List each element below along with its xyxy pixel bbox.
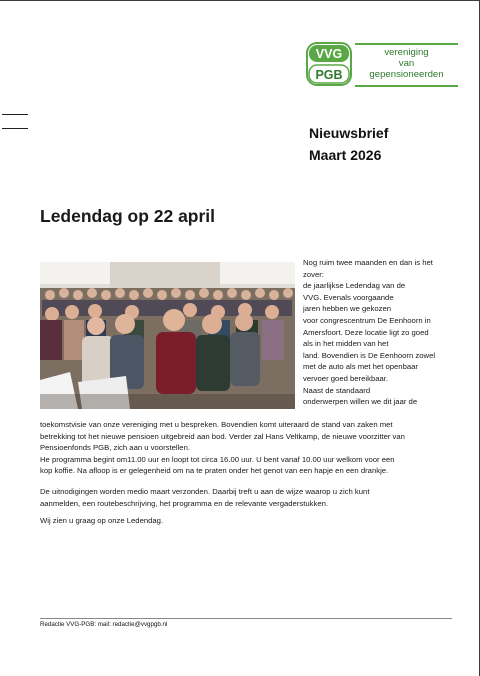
paragraph-line: kop koffie. Na afloop is er gelegenheid om na te praten onder het genot van een hapje en een drankje. — [40, 466, 389, 476]
intro-line: VVG. Evenals voorgaande — [303, 292, 394, 302]
logo-abbr-bottom: PGB — [315, 68, 343, 82]
audience-photo — [40, 262, 295, 409]
intro-line: de jaarlijkse Ledendag van de — [303, 281, 406, 291]
paragraph-line: Wij zien u graag op onze Ledendag. — [40, 516, 164, 525]
intro-line: onderwerpen willen we dit jaar de — [303, 397, 418, 407]
intro-line: Nog ruim twee maanden en dan is het — [303, 258, 433, 267]
logo-rule-top — [355, 43, 458, 45]
intro-line: zover: — [303, 269, 324, 279]
article-paragraph-2 — [40, 486, 460, 509]
intro-line: Amersfoort. Deze locatie ligt zo goed — [303, 327, 429, 337]
paragraph-line: aanmelden, een routebeschrijving, het programma en de relevante vergaderstukken. — [40, 498, 329, 508]
paragraph-line: betrekking tot het nieuwe pensioen uitgebreid aan bod. Verder zal Hans Veltkamp, de nieuwe voorzitter van — [40, 431, 405, 441]
intro-line: land. Bovendien is De Eenhoorn zowel — [303, 350, 436, 360]
article-paragraph-3 — [40, 515, 460, 527]
intro-line: vervoer goed bereikbaar. — [303, 373, 389, 383]
newsletter-title: Nieuwsbrief — [309, 125, 389, 141]
intro-line: Naast de standaard — [303, 385, 371, 395]
newsletter-date: Maart 2026 — [309, 147, 382, 163]
intro-line: voor congrescentrum De Eenhoorn in — [303, 315, 431, 325]
vvg-pgb-logo — [306, 42, 458, 88]
paragraph-line: He programma begint om11.00 uur en loopt tot circa 16.00 uur. U bent vanaf 10.00 uur welkom voor een — [40, 454, 395, 464]
article-headline: Ledendag op 22 april — [40, 206, 216, 226]
intro-line: jaren hebben we gekozen — [303, 304, 392, 314]
article-intro-column — [303, 257, 453, 408]
logo-wordmark — [355, 47, 458, 80]
paragraph-line: Pensioenfonds PGB, zich aan u voorstellen. — [40, 443, 190, 453]
intro-line: als in het midden van het — [303, 339, 389, 349]
intro-line: met de auto als met het openbaar — [303, 362, 418, 372]
logo-abbr-top: VVG — [315, 47, 343, 61]
newsletter-heading — [309, 122, 388, 166]
logo-line-1: vereniging — [384, 47, 429, 58]
logo-rule-bottom — [355, 85, 458, 87]
side-rule-2 — [2, 128, 28, 129]
article-paragraph-1 — [40, 419, 460, 477]
top-border — [0, 0, 480, 1]
paragraph-line: De uitnodigingen worden medio maart verzonden. Daarbij treft u aan de wijze waarop u zich kunt — [40, 487, 370, 496]
logo-line-2: van — [398, 58, 415, 69]
logo-badge-icon — [306, 42, 352, 86]
side-rule-1 — [2, 114, 28, 115]
footer-contact: Redactie VVG-PGB: mail: redactie@vvgpgb.nl — [40, 621, 168, 628]
paragraph-line: toekomstvisie van onze vereniging met u bespreken. Bovendien komt uiteraard de stand van zaken met — [40, 420, 393, 429]
footer-rule — [40, 618, 452, 619]
audience-photo-illustration — [40, 262, 295, 409]
logo-line-3: gepensioneerden — [369, 69, 444, 80]
